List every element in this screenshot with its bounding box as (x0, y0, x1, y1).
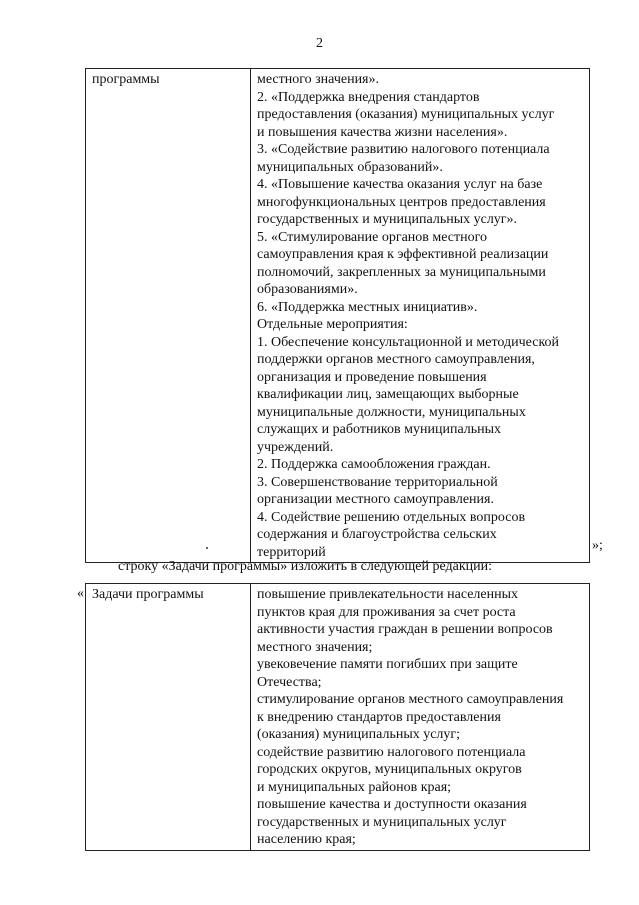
text-line: предоставления (оказания) муниципальных услуг (257, 107, 555, 122)
text-line: городских округов, муниципальных округов (257, 762, 522, 777)
opening-quote-mark: « (77, 586, 84, 601)
row-label: программы (92, 72, 160, 87)
text-line: учреждений. (257, 439, 334, 455)
text-line: стимулирование органов местного самоуправления (257, 692, 564, 707)
text-line: организация и проведение повышения (257, 369, 487, 385)
row-label-cell (86, 69, 251, 563)
program-tasks-table (85, 583, 590, 851)
text-line: муниципальные должности, муниципальных (257, 404, 526, 420)
table-row (86, 69, 590, 563)
page-number: 2 (316, 36, 323, 51)
text-line: увековечение памяти погибших при защите (257, 657, 518, 672)
row-content (257, 71, 583, 561)
text-line: самоуправления края к эффективной реализации (257, 247, 549, 262)
text-line: 2. Поддержка самообложения граждан. (257, 457, 491, 472)
text-line: Отечества; (257, 674, 322, 690)
text-line: содержания и благоустройства сельских (257, 527, 497, 542)
row-content (257, 586, 583, 849)
text-line: местного значения; (257, 639, 373, 655)
text-line: 3. Совершенствование территориальной (257, 474, 498, 490)
text-line: многофункциональных центров предоставления (257, 194, 546, 210)
text-line: организации местного самоуправления. (257, 492, 494, 507)
text-line: 2. «Поддержка внедрения стандартов (257, 89, 480, 105)
text-line: полномочий, закрепленных за муниципальными (257, 264, 546, 280)
row-label: Задачи программы (92, 587, 204, 602)
text-line: поддержки органов местного самоуправления, (257, 352, 535, 367)
text-line: повышение привлекательности населенных (257, 587, 519, 602)
text-line: активности участия граждан в решении вопросов (257, 622, 553, 637)
program-table-continued (85, 68, 590, 563)
stray-dot (206, 547, 208, 549)
text-line: 3. «Содействие развитию налогового потенциала (257, 142, 550, 157)
text-line: содействие развитию налогового потенциала (257, 744, 526, 760)
closing-quote-mark: »; (592, 538, 603, 553)
text-line: и муниципальных районов края; (257, 779, 452, 795)
text-line: квалификации лиц, замещающих выборные (257, 387, 519, 402)
row-content-cell (251, 584, 590, 851)
text-line: государственных и муниципальных услуг (257, 814, 507, 830)
text-line: (оказания) муниципальных услуг; (257, 727, 461, 742)
text-line: Отдельные мероприятия: (257, 317, 408, 332)
instruction-text: строку «Задачи программы» изложить в следующей редакции: (118, 559, 492, 574)
text-line: 4. Содействие решению отдельных вопросов (257, 509, 526, 525)
text-line: служащих и работников муниципальных (257, 422, 502, 437)
text-line: местного значения». (257, 72, 379, 87)
text-line: муниципальных образований». (257, 159, 443, 175)
row-label-cell (86, 584, 251, 851)
text-line: пунктов края для проживания за счет роста (257, 604, 516, 620)
text-line: государственных и муниципальных услуг». (257, 212, 518, 227)
text-line: повышение качества и доступности оказания (257, 797, 527, 812)
text-line: 5. «Стимулирование органов местного (257, 229, 488, 245)
text-line: и повышения качества жизни населения». (257, 124, 508, 140)
row-content-cell (251, 69, 590, 563)
text-line: 4. «Повышение качества оказания услуг на базе (257, 177, 543, 192)
text-line: территорий (257, 544, 326, 560)
text-line: 1. Обеспечение консультационной и методической (257, 334, 560, 350)
text-line: 6. «Поддержка местных инициатив». (257, 299, 478, 315)
text-line: образованиями». (257, 282, 358, 297)
text-line: к внедрению стандартов предоставления (257, 709, 501, 725)
text-line: населению края; (257, 832, 356, 847)
table-row (86, 584, 590, 851)
